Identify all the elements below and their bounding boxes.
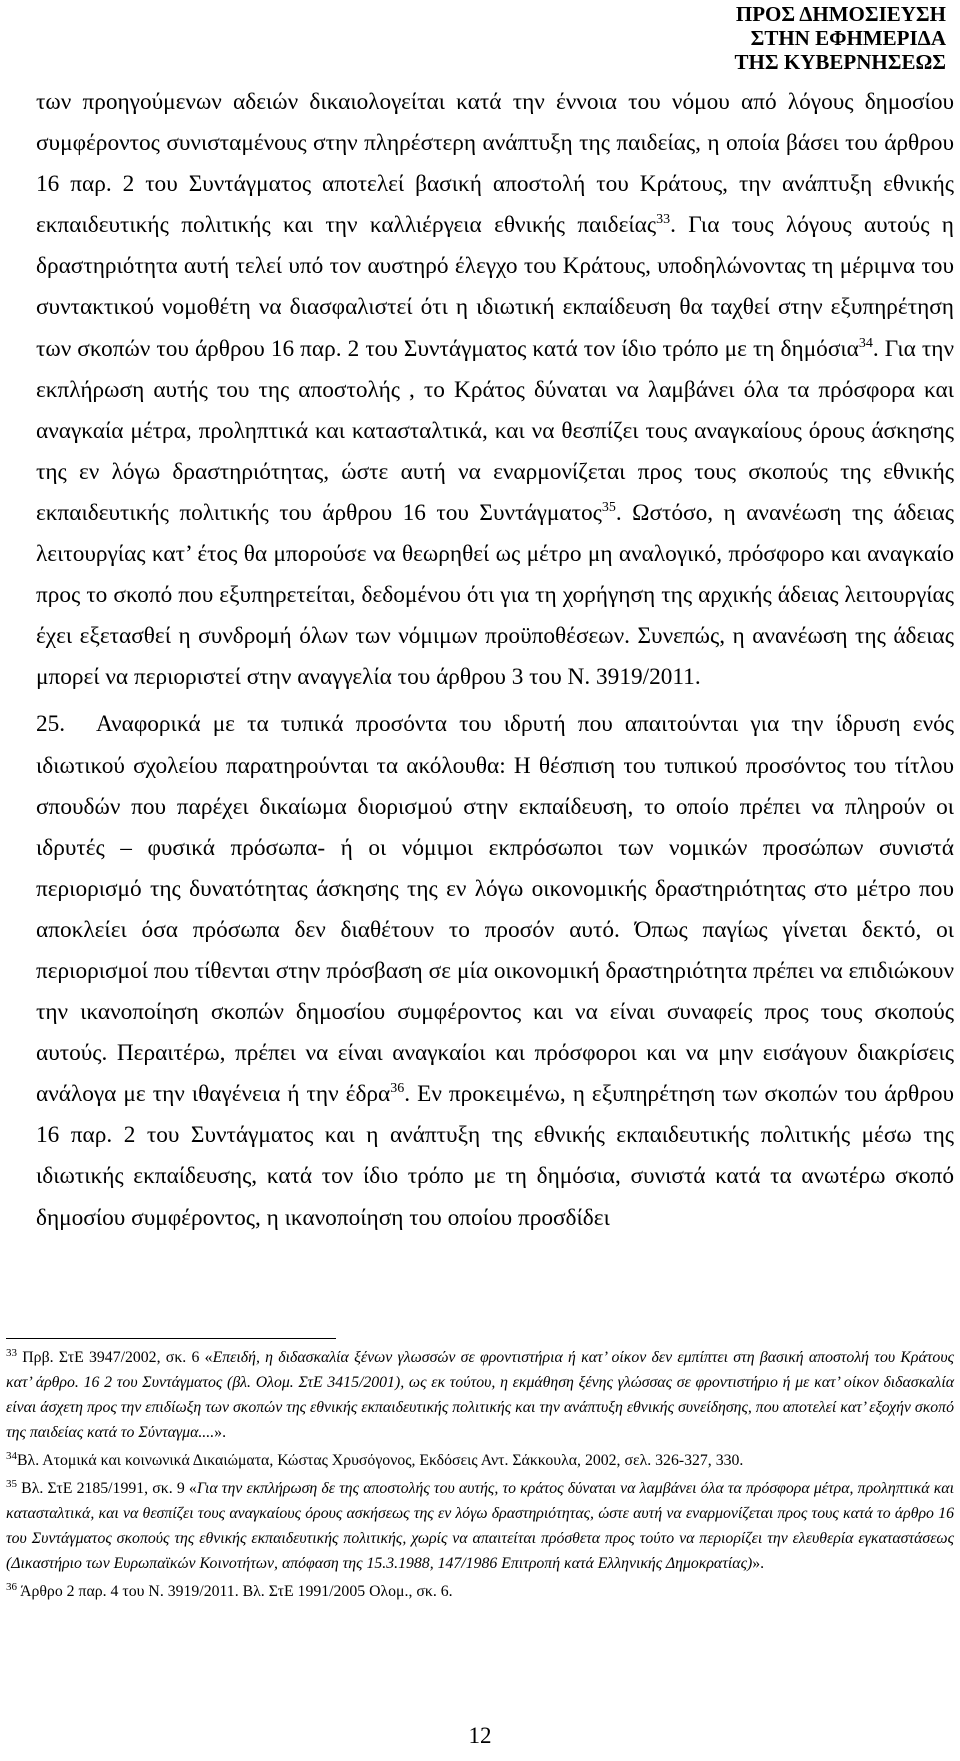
paragraph-number: 25. (36, 711, 66, 738)
footnote-33-tail: ». (214, 1424, 227, 1441)
footnote-ref-34[interactable]: 34 (858, 335, 873, 351)
header-line-3: ΤΗΣ ΚΥΒΕΡΝΗΣΕΩΣ (734, 50, 946, 74)
footnote-separator (6, 1338, 336, 1339)
footnote-35-lead: Βλ. ΣτΕ 2185/1991, σκ. 9 « (17, 1480, 197, 1497)
footnotes (6, 1345, 954, 1607)
footnote-ref-35[interactable]: 35 (601, 499, 616, 515)
footnote-34 (6, 1448, 954, 1473)
main-body (36, 82, 954, 1239)
footnote-ref-33[interactable]: 33 (656, 212, 671, 228)
footnote-36-text: Άρθρο 2 παρ. 4 του Ν. 3919/2011. Βλ. ΣτΕ 1991/2005 Ολομ., σκ. 6. (17, 1583, 453, 1600)
footnote-33 (6, 1345, 954, 1445)
header-line-1: ΠΡΟΣ ΔΗΜΟΣΙΕΥΣΗ (735, 2, 946, 26)
footnote-ref-36[interactable]: 36 (390, 1081, 405, 1097)
paragraph-continued (36, 82, 954, 698)
para1-text-4: . Ωστόσο, η ανανέωση της άδειας λειτουργίας κατ’ έτος θα μπορούσε να θεωρηθεί ως μέτρο μη αναλογικό, πρόσφορο και αναγκαίο προς το σκοπό που εξυπηρετείται, δεδομένου ότι για τη χορήγηση της αρχικής άδειας λειτουργίας έχει εξετασθεί η συνδρομή όλων των νόμιμων προϋποθέσεων. Συνεπώς, η ανανέωση της άδειας μπορεί να περιοριστεί στην αναγγελία του άρθρου 3 του Ν. 3919/2011. (36, 499, 954, 691)
footnote-mark-33: 33 (6, 1347, 17, 1359)
para1-text-1: των προηγούμενων αδειών δικαιολογείται κατά την έννοια του νόμου από λόγους δημοσίου συμφέροντος συνισταμένους στην πληρέστερη ανάπτυξη της παιδείας, η οποία βάσει του άρθρου 16 παρ. 2 του Συντάγματος αποτελεί βασική αποστολή του Κράτους, την ανάπτυξη εθνικής εκπαιδευτικής πολιτικής και την καλλιέργεια εθνικής παιδείας (36, 89, 954, 239)
footnote-33-lead: Πρβ. ΣτΕ 3947/2002, σκ. 6 « (17, 1349, 213, 1366)
footnote-34-text: Βλ. Ατομικά και κοινωνικά Δικαιώματα, Κώστας Χρυσόγονος, Εκδόσεις Αντ. Σάκκουλα, 2002, σελ. 326-327, 330. (17, 1452, 744, 1469)
footnote-36 (6, 1579, 954, 1604)
page-number: 12 (468, 1723, 492, 1748)
footnote-33-quote: Επειδή, η διδασκαλία ξένων γλωσσών σε φροντιστήρια ή κατ’ οίκον δεν εμπίπτει στη βασική αποστολή του Κράτους κατ’ άρθρο. 16 2 του Συντάγματος (βλ. Ολομ. ΣτΕ 3415/2001), ως εκ τούτου, η εκμάθηση ξένης γλώσσας σε φροντιστήριο ή με κατ’ οίκον διδασκαλία είναι άσχετη προς την επιδίωξη των σκοπών της εθνικής εκπαιδευτικής πολιτικής και την ανάπτυξη εθνικής συνείδησης, που αποτελεί κατ’ εξοχήν σκοπό της παιδείας κατά το Σύνταγμα.... (6, 1349, 954, 1441)
header-line-2: ΣΤΗΝ ΕΦΗΜΕΡΙΔΑ (750, 26, 946, 50)
footnote-mark-34: 34 (6, 1450, 17, 1462)
footnote-35 (6, 1476, 954, 1576)
publication-header (735, 2, 946, 74)
footnote-35-tail: ». (752, 1555, 765, 1572)
para1-text-2: . Για τους λόγους αυτούς η δραστηριότητα αυτή τελεί υπό τον αυστηρό έλεγχο του Κράτους, υποδηλώνοντας τη μέριμνα του συντακτικού νομοθέτη να διασφαλιστεί ότι η ιδιωτική εκπαίδευση θα ταχθεί στην εξυπηρέτηση των σκοπών του άρθρου 16 παρ. 2 του Συντάγματος κατά τον ίδιο τρόπο με τη δημόσια (36, 212, 954, 362)
para1-text-3: . Για την εκπλήρωση αυτής του της αποστολής , το Κράτος δύναται να λαμβάνει όλα τα πρόσφορα και αναγκαία μέτρα, προληπτικά και κατασταλτικά, και να θεσπίζει τους αναγκαίους όρους άσκησης της εν λόγω δραστηριότητας, ώστε αυτή να εναρμονίζεται προς τους σκοπούς της εθνικής εκπαιδευτικής πολιτικής του άρθρου 16 του Συντάγματος (36, 335, 954, 526)
footnote-35-quote: Για την εκπλήρωση δε της αποστολής του αυτής, το κράτος δύναται να λαμβάνει όλα τα πρόσφορα μέτρα, προληπτικά και κατασταλτικά, και να θεσπίζει τους αναγκαίους όρους ασκήσεως της εν λόγω δραστηριότητας, ώστε αυτή να εναρμονίζεται προς τους κατά το άρθρο 16 του Συντάγματος σκοπούς της εθνικής εκπαιδευτικής πολιτικής, χωρίς να απαιτείται πρόσθετα προς τούτο να περιορίζει την ελευθερία εγκαταστάσεως (Δικαστήριο των Ευρωπαϊκών Κοινοτήτων, απόφαση της 15.3.1988, 147/1986 Επιτροπή κατά Ελληνικής Δημοκρατίας) (6, 1480, 954, 1572)
para2-text-2: . Εν προκειμένω, η εξυπηρέτηση των σκοπών του άρθρου 16 παρ. 2 του Συντάγματος και η ανάπτυξη της εθνικής εκπαιδευτικής πολιτικής μέσω της ιδιωτικής εκπαίδευσης, κατά τον ίδιο τρόπο με τη δημόσια, συνιστά κατά τα ανωτέρω σκοπό δημοσίου συμφέροντος, η ικανοποίηση του οποίου προσδίδει (36, 1081, 954, 1231)
footnote-mark-36: 36 (6, 1581, 17, 1593)
para2-text-1: Αναφορικά με τα τυπικά προσόντα του ιδρυτή που απαιτούνται για την ίδρυση ενός ιδιωτικού σχολείου παρατηρούνται τα ακόλουθα: Η θέσπιση του τυπικού προσόντος του τίτλου σπουδών που παρέχει δικαίωμα διορισμού στην εκπαίδευση, το οποίο πρέπει να πληρούν οι ιδρυτές – φυσικά πρόσωπα- ή οι νόμιμοι εκπρόσωποι των νομικών προσώπων συνιστά περιορισμό της δυνατότητας άσκησης της εν λόγω οικονομικής δραστηριότητας στο μέτρο που αποκλείει όσα πρόσωπα δεν διαθέτουν το προσόν αυτό. Όπως παγίως γίνεται δεκτό, οι περιορισμοί που τίθενται στην πρόσβαση σε μία οικονομική δραστηριότητα πρέπει να επιδιώκουν την ικανοποίηση σκοπών δημοσίου συμφέροντος και να είναι συναφείς προς τους σκοπούς αυτούς. Περαιτέρω, πρέπει να είναι αναγκαίοι και πρόσφοροι και να μην εισάγουν διακρίσεις ανάλογα με την ιθαγένεια ή την έδρα (36, 711, 954, 1108)
paragraph-25 (36, 704, 954, 1238)
footnote-mark-35: 35 (6, 1478, 17, 1490)
